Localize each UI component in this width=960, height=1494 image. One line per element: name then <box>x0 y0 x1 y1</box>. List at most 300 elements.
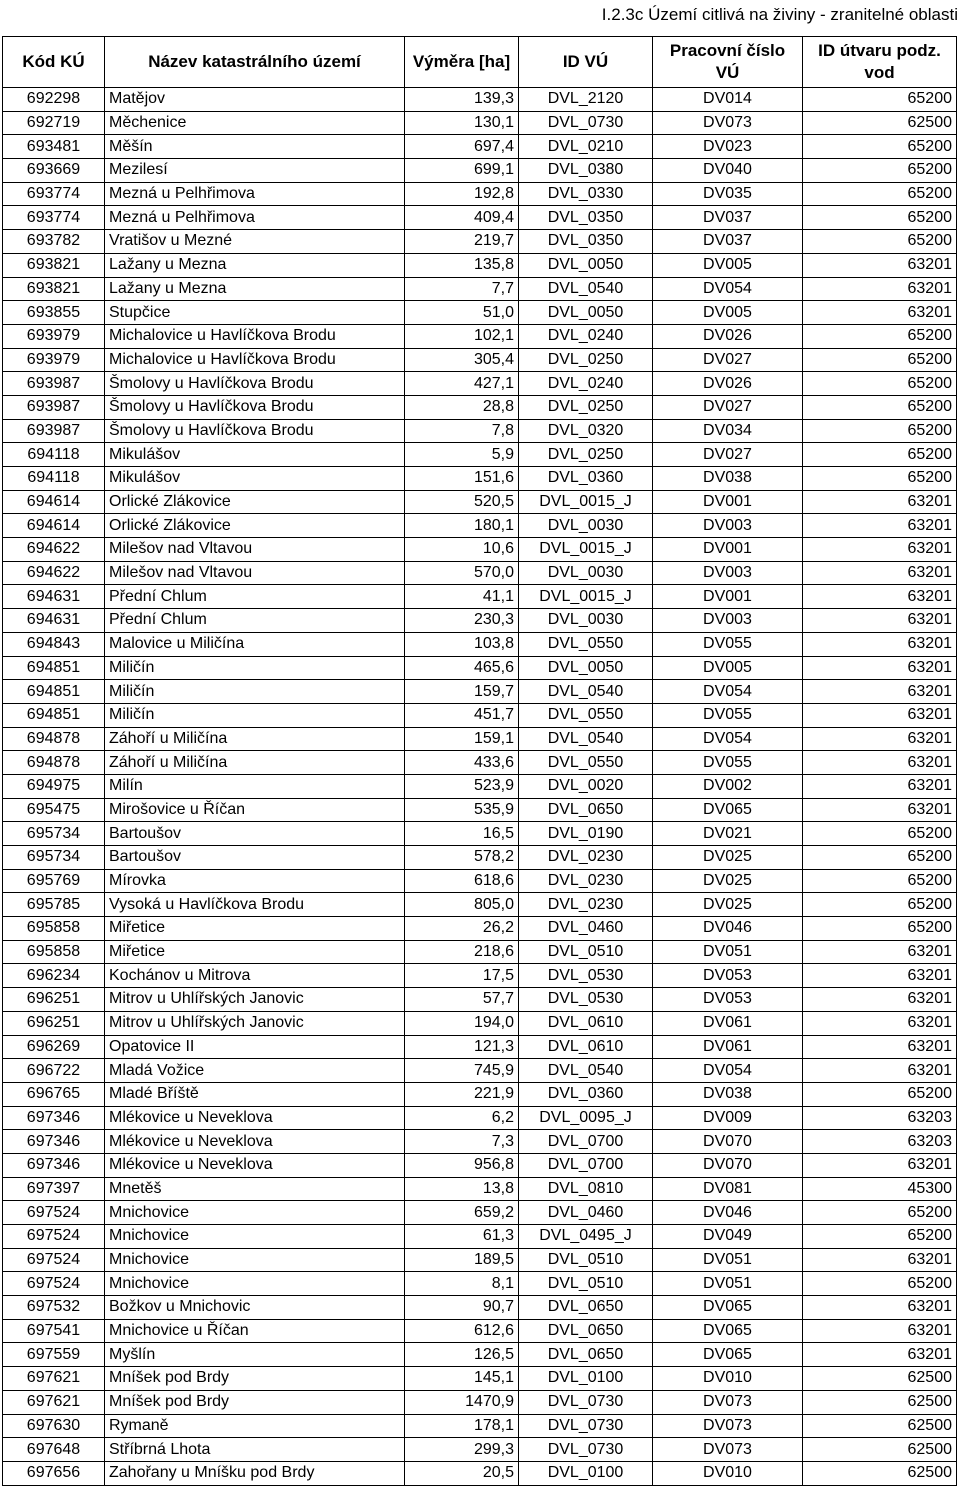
cell-work-no: DV025 <box>653 846 803 870</box>
table-row <box>3 561 957 585</box>
cell-code: 694851 <box>3 680 105 704</box>
cell-work-no: DV005 <box>653 656 803 680</box>
cell-area: 465,6 <box>405 656 519 680</box>
cell-unit-id: 65200 <box>803 135 957 159</box>
cell-id-vu: DVL_0015_J <box>519 490 653 514</box>
cell-name: Mezilesí <box>105 159 405 183</box>
cell-work-no: DV027 <box>653 348 803 372</box>
cell-name: Lažany u Mezna <box>105 253 405 277</box>
cell-id-vu: DVL_0250 <box>519 348 653 372</box>
table-row <box>3 1153 957 1177</box>
cell-name: Mnetěš <box>105 1177 405 1201</box>
cell-name: Mlékovice u Neveklova <box>105 1153 405 1177</box>
table-row <box>3 822 957 846</box>
cell-id-vu: DVL_0550 <box>519 703 653 727</box>
cell-id-vu: DVL_0350 <box>519 230 653 254</box>
cell-work-no: DV051 <box>653 1248 803 1272</box>
cell-name: Vysoká u Havlíčkova Brodu <box>105 893 405 917</box>
cell-unit-id: 63201 <box>803 253 957 277</box>
cell-unit-id: 63201 <box>803 1248 957 1272</box>
cell-name: Stříbrná Lhota <box>105 1438 405 1462</box>
cell-name: Šmolovy u Havlíčkova Brodu <box>105 419 405 443</box>
cell-code: 694622 <box>3 538 105 562</box>
cell-work-no: DV065 <box>653 1319 803 1343</box>
cell-code: 694851 <box>3 703 105 727</box>
cell-unit-id: 63201 <box>803 940 957 964</box>
cell-id-vu: DVL_0460 <box>519 1201 653 1225</box>
cell-unit-id: 62500 <box>803 1438 957 1462</box>
table-body <box>3 88 957 1486</box>
cell-area: 121,3 <box>405 1035 519 1059</box>
cell-id-vu: DVL_0730 <box>519 1414 653 1438</box>
cell-name: Orlické Zlákovice <box>105 514 405 538</box>
cell-unit-id: 63201 <box>803 727 957 751</box>
cell-unit-id: 63201 <box>803 277 957 301</box>
cell-work-no: DV054 <box>653 680 803 704</box>
cell-code: 693987 <box>3 419 105 443</box>
cell-area: 697,4 <box>405 135 519 159</box>
cell-id-vu: DVL_0210 <box>519 135 653 159</box>
cell-name: Mnichovice <box>105 1272 405 1296</box>
cell-id-vu: DVL_0550 <box>519 751 653 775</box>
cell-id-vu: DVL_0550 <box>519 632 653 656</box>
cell-unit-id: 62500 <box>803 1414 957 1438</box>
cell-name: Mlékovice u Neveklova <box>105 1130 405 1154</box>
cell-work-no: DV055 <box>653 751 803 775</box>
cell-code: 697346 <box>3 1106 105 1130</box>
cell-id-vu: DVL_0330 <box>519 182 653 206</box>
table-row <box>3 443 957 467</box>
cell-unit-id: 65200 <box>803 822 957 846</box>
cell-unit-id: 65200 <box>803 1225 957 1249</box>
cell-code: 696251 <box>3 988 105 1012</box>
table-row <box>3 609 957 633</box>
cell-id-vu: DVL_0250 <box>519 443 653 467</box>
cell-code: 694851 <box>3 656 105 680</box>
cell-area: 409,4 <box>405 206 519 230</box>
cell-area: 520,5 <box>405 490 519 514</box>
table-row <box>3 680 957 704</box>
table-row <box>3 1130 957 1154</box>
cadastral-table <box>2 36 957 1486</box>
cell-area: 10,6 <box>405 538 519 562</box>
table-row <box>3 585 957 609</box>
cell-id-vu: DVL_0730 <box>519 1390 653 1414</box>
cell-work-no: DV005 <box>653 253 803 277</box>
cell-area: 28,8 <box>405 395 519 419</box>
cell-area: 612,6 <box>405 1319 519 1343</box>
cell-code: 697524 <box>3 1225 105 1249</box>
cell-id-vu: DVL_0350 <box>519 206 653 230</box>
cell-name: Miřetice <box>105 940 405 964</box>
cell-work-no: DV073 <box>653 1438 803 1462</box>
cell-id-vu: DVL_0540 <box>519 1059 653 1083</box>
cell-name: Mikulášov <box>105 443 405 467</box>
cell-name: Lažany u Mezna <box>105 277 405 301</box>
cell-name: Orlické Zlákovice <box>105 490 405 514</box>
cell-name: Božkov u Mnichovic <box>105 1296 405 1320</box>
cell-code: 692298 <box>3 88 105 112</box>
cell-area: 103,8 <box>405 632 519 656</box>
cell-name: Bartoušov <box>105 846 405 870</box>
cell-work-no: DV037 <box>653 230 803 254</box>
cell-unit-id: 63201 <box>803 656 957 680</box>
cell-id-vu: DVL_0530 <box>519 988 653 1012</box>
cell-area: 126,5 <box>405 1343 519 1367</box>
cell-code: 696765 <box>3 1082 105 1106</box>
cell-id-vu: DVL_0230 <box>519 893 653 917</box>
cell-name: Milešov nad Vltavou <box>105 561 405 585</box>
cell-work-no: DV003 <box>653 609 803 633</box>
table-row <box>3 1177 957 1201</box>
header-work-no: Pracovní číslo VÚ <box>653 37 803 88</box>
cell-unit-id: 63201 <box>803 1153 957 1177</box>
table-row <box>3 206 957 230</box>
cell-name: Stupčice <box>105 301 405 325</box>
table-row <box>3 467 957 491</box>
cell-name: Mlékovice u Neveklova <box>105 1106 405 1130</box>
cell-work-no: DV065 <box>653 798 803 822</box>
cell-code: 697621 <box>3 1367 105 1391</box>
table-row <box>3 1059 957 1083</box>
cell-name: Mírovka <box>105 869 405 893</box>
table-row <box>3 1390 957 1414</box>
cell-code: 693987 <box>3 372 105 396</box>
cell-unit-id: 65200 <box>803 206 957 230</box>
header-id-vu: ID VÚ <box>519 37 653 88</box>
cell-area: 956,8 <box>405 1153 519 1177</box>
cell-work-no: DV026 <box>653 324 803 348</box>
cell-name: Mezná u Pelhřimova <box>105 182 405 206</box>
cell-code: 694631 <box>3 609 105 633</box>
cell-unit-id: 63201 <box>803 798 957 822</box>
cell-area: 41,1 <box>405 585 519 609</box>
cell-unit-id: 63201 <box>803 585 957 609</box>
cell-unit-id: 65200 <box>803 182 957 206</box>
cell-area: 7,3 <box>405 1130 519 1154</box>
cell-area: 159,7 <box>405 680 519 704</box>
cell-id-vu: DVL_0610 <box>519 1035 653 1059</box>
cell-id-vu: DVL_0050 <box>519 656 653 680</box>
cell-id-vu: DVL_0510 <box>519 1248 653 1272</box>
cell-code: 695785 <box>3 893 105 917</box>
cell-name: Michalovice u Havlíčkova Brodu <box>105 324 405 348</box>
cell-work-no: DV027 <box>653 443 803 467</box>
table-header-row <box>3 37 957 88</box>
cell-code: 694622 <box>3 561 105 585</box>
cell-work-no: DV027 <box>653 395 803 419</box>
cell-area: 135,8 <box>405 253 519 277</box>
cell-unit-id: 63201 <box>803 1059 957 1083</box>
cell-code: 695858 <box>3 940 105 964</box>
table-row <box>3 1438 957 1462</box>
cell-unit-id: 65200 <box>803 443 957 467</box>
cell-name: Přední Chlum <box>105 609 405 633</box>
cell-code: 694614 <box>3 490 105 514</box>
cell-work-no: DV053 <box>653 964 803 988</box>
table-row <box>3 514 957 538</box>
cell-work-no: DV055 <box>653 632 803 656</box>
cell-work-no: DV037 <box>653 206 803 230</box>
cell-code: 694878 <box>3 751 105 775</box>
cell-code: 694843 <box>3 632 105 656</box>
cell-code: 693821 <box>3 253 105 277</box>
cell-area: 26,2 <box>405 917 519 941</box>
cell-id-vu: DVL_0540 <box>519 277 653 301</box>
cell-id-vu: DVL_0015_J <box>519 585 653 609</box>
cell-name: Rymaně <box>105 1414 405 1438</box>
table-row <box>3 1082 957 1106</box>
cell-unit-id: 65200 <box>803 1272 957 1296</box>
cell-area: 102,1 <box>405 324 519 348</box>
cell-name: Miličín <box>105 656 405 680</box>
cell-id-vu: DVL_0700 <box>519 1130 653 1154</box>
cell-unit-id: 63201 <box>803 964 957 988</box>
cell-code: 693979 <box>3 348 105 372</box>
cell-area: 5,9 <box>405 443 519 467</box>
cell-unit-id: 63203 <box>803 1106 957 1130</box>
table-row <box>3 893 957 917</box>
table-row <box>3 964 957 988</box>
cell-area: 151,6 <box>405 467 519 491</box>
cell-id-vu: DVL_0050 <box>519 301 653 325</box>
table-row <box>3 1461 957 1485</box>
cell-id-vu: DVL_0095_J <box>519 1106 653 1130</box>
cell-name: Mníšek pod Brdy <box>105 1390 405 1414</box>
header-name: Název katastrálního území <box>105 37 405 88</box>
cell-name: Malovice u Miličína <box>105 632 405 656</box>
cell-unit-id: 65200 <box>803 917 957 941</box>
table-row <box>3 395 957 419</box>
cell-id-vu: DVL_0050 <box>519 253 653 277</box>
cell-work-no: DV003 <box>653 514 803 538</box>
cell-work-no: DV021 <box>653 822 803 846</box>
table-row <box>3 419 957 443</box>
cell-id-vu: DVL_0700 <box>519 1153 653 1177</box>
cell-work-no: DV070 <box>653 1153 803 1177</box>
cell-work-no: DV002 <box>653 774 803 798</box>
cell-name: Milín <box>105 774 405 798</box>
cell-code: 697524 <box>3 1248 105 1272</box>
cell-work-no: DV038 <box>653 1082 803 1106</box>
cell-id-vu: DVL_0540 <box>519 727 653 751</box>
cell-id-vu: DVL_0360 <box>519 467 653 491</box>
cell-code: 697559 <box>3 1343 105 1367</box>
cell-unit-id: 62500 <box>803 1390 957 1414</box>
cell-code: 697630 <box>3 1414 105 1438</box>
cell-area: 433,6 <box>405 751 519 775</box>
table-row <box>3 1011 957 1035</box>
cell-area: 230,3 <box>405 609 519 633</box>
table-row <box>3 348 957 372</box>
table-row <box>3 1272 957 1296</box>
table-row <box>3 1319 957 1343</box>
cell-work-no: DV001 <box>653 490 803 514</box>
cell-id-vu: DVL_0230 <box>519 846 653 870</box>
cell-name: Mladá Vožice <box>105 1059 405 1083</box>
cell-area: 13,8 <box>405 1177 519 1201</box>
cell-work-no: DV040 <box>653 159 803 183</box>
cell-unit-id: 63201 <box>803 751 957 775</box>
cell-area: 90,7 <box>405 1296 519 1320</box>
cell-work-no: DV073 <box>653 1390 803 1414</box>
cell-work-no: DV025 <box>653 893 803 917</box>
cell-area: 192,8 <box>405 182 519 206</box>
cell-code: 697346 <box>3 1153 105 1177</box>
cell-area: 180,1 <box>405 514 519 538</box>
cell-code: 695769 <box>3 869 105 893</box>
cell-id-vu: DVL_0650 <box>519 1296 653 1320</box>
cell-name: Michalovice u Havlíčkova Brodu <box>105 348 405 372</box>
cell-area: 219,7 <box>405 230 519 254</box>
cell-name: Mnichovice <box>105 1201 405 1225</box>
cell-area: 427,1 <box>405 372 519 396</box>
cell-work-no: DV065 <box>653 1343 803 1367</box>
cell-id-vu: DVL_0020 <box>519 774 653 798</box>
cell-area: 659,2 <box>405 1201 519 1225</box>
cell-name: Mnichovice <box>105 1225 405 1249</box>
cell-unit-id: 63201 <box>803 514 957 538</box>
cell-id-vu: DVL_0610 <box>519 1011 653 1035</box>
cell-unit-id: 65200 <box>803 846 957 870</box>
cell-name: Přední Chlum <box>105 585 405 609</box>
cell-name: Mitrov u Uhlířských Janovic <box>105 988 405 1012</box>
cell-work-no: DV061 <box>653 1011 803 1035</box>
cell-code: 695734 <box>3 822 105 846</box>
cell-area: 57,7 <box>405 988 519 1012</box>
cell-id-vu: DVL_0530 <box>519 964 653 988</box>
cell-name: Šmolovy u Havlíčkova Brodu <box>105 395 405 419</box>
cell-code: 694878 <box>3 727 105 751</box>
cell-unit-id: 63201 <box>803 774 957 798</box>
table-row <box>3 1296 957 1320</box>
cell-work-no: DV010 <box>653 1367 803 1391</box>
cell-code: 693782 <box>3 230 105 254</box>
cell-code: 697524 <box>3 1201 105 1225</box>
cell-unit-id: 65200 <box>803 348 957 372</box>
cell-unit-id: 65200 <box>803 869 957 893</box>
cell-area: 7,7 <box>405 277 519 301</box>
cell-area: 7,8 <box>405 419 519 443</box>
cell-name: Mnichovice u Říčan <box>105 1319 405 1343</box>
cell-unit-id: 65200 <box>803 395 957 419</box>
table-row <box>3 253 957 277</box>
cell-area: 1470,9 <box>405 1390 519 1414</box>
table-row <box>3 135 957 159</box>
cell-work-no: DV035 <box>653 182 803 206</box>
table-row <box>3 869 957 893</box>
cell-work-no: DV009 <box>653 1106 803 1130</box>
cell-id-vu: DVL_0380 <box>519 159 653 183</box>
table-row <box>3 727 957 751</box>
cell-work-no: DV054 <box>653 277 803 301</box>
cell-id-vu: DVL_0100 <box>519 1367 653 1391</box>
cell-unit-id: 65200 <box>803 467 957 491</box>
cell-area: 139,3 <box>405 88 519 112</box>
cell-code: 696251 <box>3 1011 105 1035</box>
table-row <box>3 1414 957 1438</box>
cell-work-no: DV049 <box>653 1225 803 1249</box>
cell-area: 305,4 <box>405 348 519 372</box>
cell-code: 697346 <box>3 1130 105 1154</box>
cell-code: 695475 <box>3 798 105 822</box>
cell-id-vu: DVL_0730 <box>519 1438 653 1462</box>
cell-id-vu: DVL_0510 <box>519 1272 653 1296</box>
cell-code: 695734 <box>3 846 105 870</box>
cell-area: 61,3 <box>405 1225 519 1249</box>
cell-id-vu: DVL_0015_J <box>519 538 653 562</box>
cell-name: Mitrov u Uhlířských Janovic <box>105 1011 405 1035</box>
cell-work-no: DV034 <box>653 419 803 443</box>
cell-name: Záhoří u Miličína <box>105 727 405 751</box>
cell-name: Mezná u Pelhřimova <box>105 206 405 230</box>
cell-area: 745,9 <box>405 1059 519 1083</box>
cell-name: Miličín <box>105 703 405 727</box>
table-row <box>3 940 957 964</box>
cell-area: 805,0 <box>405 893 519 917</box>
table-row <box>3 1035 957 1059</box>
table-row <box>3 1201 957 1225</box>
cell-work-no: DV054 <box>653 727 803 751</box>
cell-id-vu: DVL_0100 <box>519 1461 653 1485</box>
table-row <box>3 159 957 183</box>
cell-work-no: DV065 <box>653 1296 803 1320</box>
cell-name: Miřetice <box>105 917 405 941</box>
table-row <box>3 774 957 798</box>
cell-area: 535,9 <box>405 798 519 822</box>
cell-area: 145,1 <box>405 1367 519 1391</box>
cell-area: 159,1 <box>405 727 519 751</box>
cell-area: 570,0 <box>405 561 519 585</box>
cell-code: 696234 <box>3 964 105 988</box>
cell-code: 693855 <box>3 301 105 325</box>
cell-id-vu: DVL_0240 <box>519 324 653 348</box>
cell-id-vu: DVL_0510 <box>519 940 653 964</box>
cell-id-vu: DVL_0730 <box>519 111 653 135</box>
cell-work-no: DV014 <box>653 88 803 112</box>
cell-id-vu: DVL_0650 <box>519 1343 653 1367</box>
cell-unit-id: 63201 <box>803 1319 957 1343</box>
table-row <box>3 988 957 1012</box>
cell-code: 693669 <box>3 159 105 183</box>
cell-work-no: DV054 <box>653 1059 803 1083</box>
table-row <box>3 182 957 206</box>
table-row <box>3 301 957 325</box>
cell-code: 697621 <box>3 1390 105 1414</box>
cell-id-vu: DVL_0460 <box>519 917 653 941</box>
cell-id-vu: DVL_0650 <box>519 1319 653 1343</box>
cell-name: Mladé Bříště <box>105 1082 405 1106</box>
cell-id-vu: DVL_0030 <box>519 609 653 633</box>
cell-id-vu: DVL_0320 <box>519 419 653 443</box>
cell-area: 6,2 <box>405 1106 519 1130</box>
cell-name: Myšlín <box>105 1343 405 1367</box>
cell-id-vu: DVL_0190 <box>519 822 653 846</box>
cell-area: 618,6 <box>405 869 519 893</box>
cell-area: 578,2 <box>405 846 519 870</box>
cell-work-no: DV055 <box>653 703 803 727</box>
cell-area: 189,5 <box>405 1248 519 1272</box>
cell-code: 695858 <box>3 917 105 941</box>
cell-work-no: DV005 <box>653 301 803 325</box>
cell-unit-id: 63201 <box>803 301 957 325</box>
table-row <box>3 111 957 135</box>
cell-unit-id: 63201 <box>803 609 957 633</box>
cell-name: Záhoří u Miličína <box>105 751 405 775</box>
page-title: I.2.3c Území citlivá na živiny - zranitelné oblasti <box>601 5 958 24</box>
cell-id-vu: DVL_0030 <box>519 514 653 538</box>
cell-code: 693774 <box>3 182 105 206</box>
